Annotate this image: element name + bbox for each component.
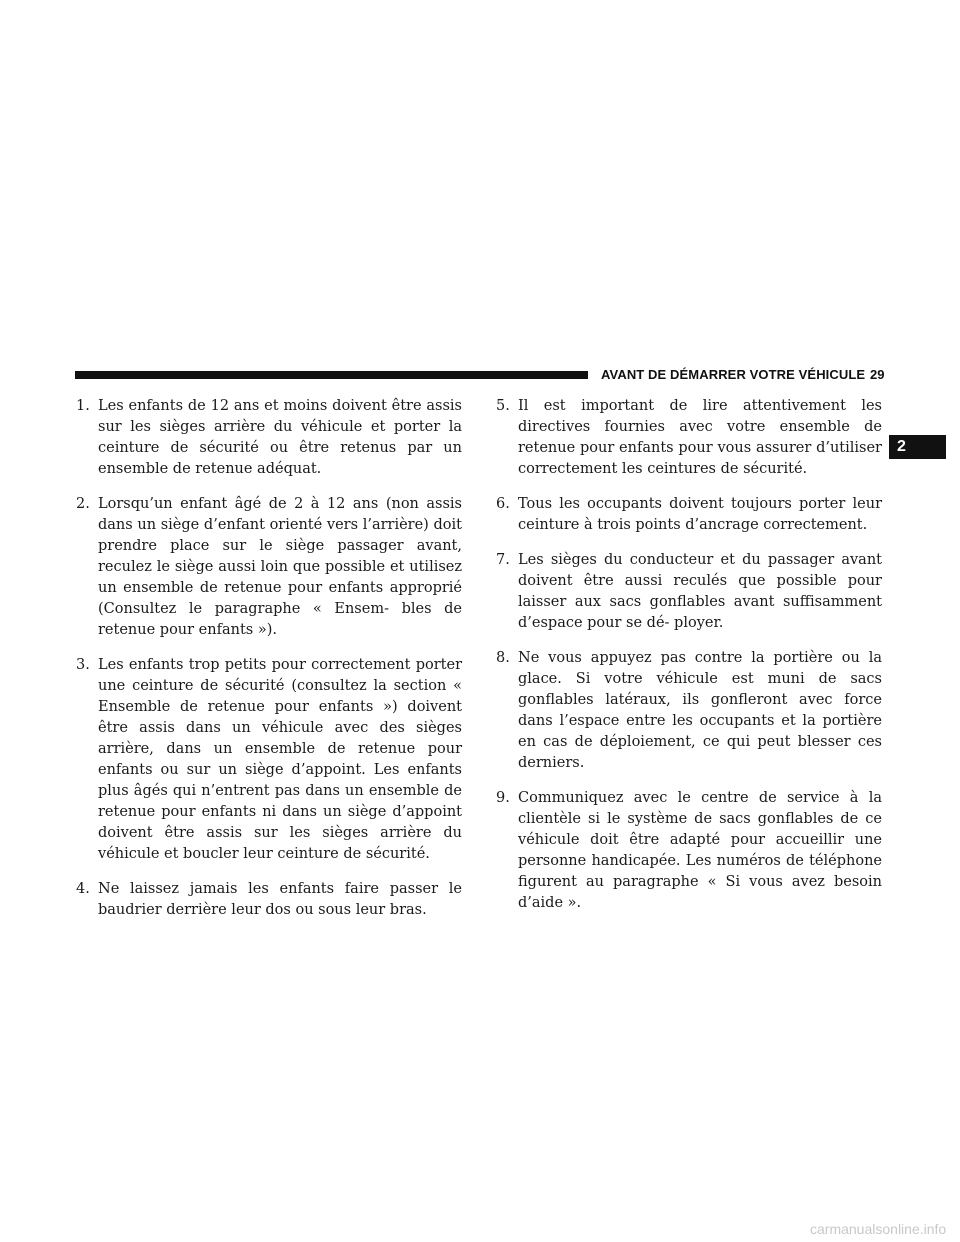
list-item-text: Ne laissez jamais les enfants faire passer le baudrier derrière leur dos ou sous leur bras. <box>98 881 462 918</box>
list-item-text: Lorsqu’un enfant âgé de 2 à 12 ans (non assis dans un siège d’enfant orienté vers l’arrière) doit prendre place sur le siège passager avant, reculez le siège aussi loin que possible et utilisez un ensemble de retenue pour enfants approprié (Consultez le paragraphe « Ensem- bles de retenue pour enfants »). <box>98 496 462 638</box>
list-item <box>496 550 882 634</box>
list-item-text: Les enfants de 12 ans et moins doivent être assis sur les sièges arrière du véhicule et porter la ceinture de sécurité ou être retenus par un ensemble de retenue adéquat. <box>98 398 462 477</box>
numbered-list-left <box>76 396 462 921</box>
list-item <box>76 879 462 921</box>
list-item-number: 5. <box>496 398 510 414</box>
list-item <box>76 655 462 865</box>
list-item-text: Les sièges du conducteur et du passager avant doivent être aussi reculés que possible pour laisser aux sacs gonflables avant suffisamment d’espace pour se dé- ployer. <box>518 552 882 631</box>
left-column <box>76 396 462 935</box>
list-item <box>496 494 882 536</box>
list-item-text: Ne vous appuyez pas contre la portière ou la glace. Si votre véhicule est muni de sacs gonflables latéraux, ils gonfleront avec force dans l’espace entre les occupants et la portière en cas de déploiement, ce qui peut blesser ces derniers. <box>518 650 882 771</box>
list-item-text: Il est important de lire attentivement les directives fournies avec votre ensemble de retenue pour enfants pour vous assurer d’utiliser correctement les ceintures de sécurité. <box>518 398 882 477</box>
list-item <box>496 648 882 774</box>
list-item-number: 6. <box>496 496 510 512</box>
chapter-tab[interactable]: 2 <box>889 435 946 459</box>
list-item-text: Les enfants trop petits pour correctement porter une ceinture de sécurité (consultez la section « Ensemble de retenue pour enfants ») doivent être assis dans un véhicule avec des sièges arrière, dans un ensemble de retenue pour enfants ou sur un siège d’appoint. Les enfants plus âgés qui n’entrent pas dans un ensemble de retenue pour enfants ni dans un siège d’appoint doivent être assis sur les sièges arrière du véhicule et boucler leur ceinture de sécurité. <box>98 657 462 862</box>
list-item <box>496 396 882 480</box>
list-item-number: 1. <box>76 398 90 414</box>
right-column <box>496 396 882 928</box>
numbered-list-right <box>496 396 882 914</box>
header-rule <box>75 371 588 379</box>
watermark-text: carmanualsonline.info <box>810 1221 947 1237</box>
list-item-number: 9. <box>496 790 510 806</box>
list-item-number: 4. <box>76 881 90 897</box>
list-item <box>76 396 462 480</box>
list-item <box>496 788 882 914</box>
list-item-number: 3. <box>76 657 90 673</box>
list-item-text: Tous les occupants doivent toujours porter leur ceinture à trois points d’ancrage correctement. <box>518 496 882 533</box>
list-item <box>76 494 462 641</box>
list-item-number: 2. <box>76 496 90 512</box>
list-item-number: 8. <box>496 650 510 666</box>
page-number: 29 <box>870 367 885 382</box>
running-header-title: AVANT DE DÉMARRER VOTRE VÉHICULE <box>601 367 866 382</box>
list-item-number: 7. <box>496 552 510 568</box>
list-item-text: Communiquez avec le centre de service à la clientèle si le système de sacs gonflables de ce véhicule doit être adapté pour accueillir une personne handicapée. Les numéros de téléphone figurent au paragraphe « Si vous avez besoin d’aide ». <box>518 790 882 911</box>
